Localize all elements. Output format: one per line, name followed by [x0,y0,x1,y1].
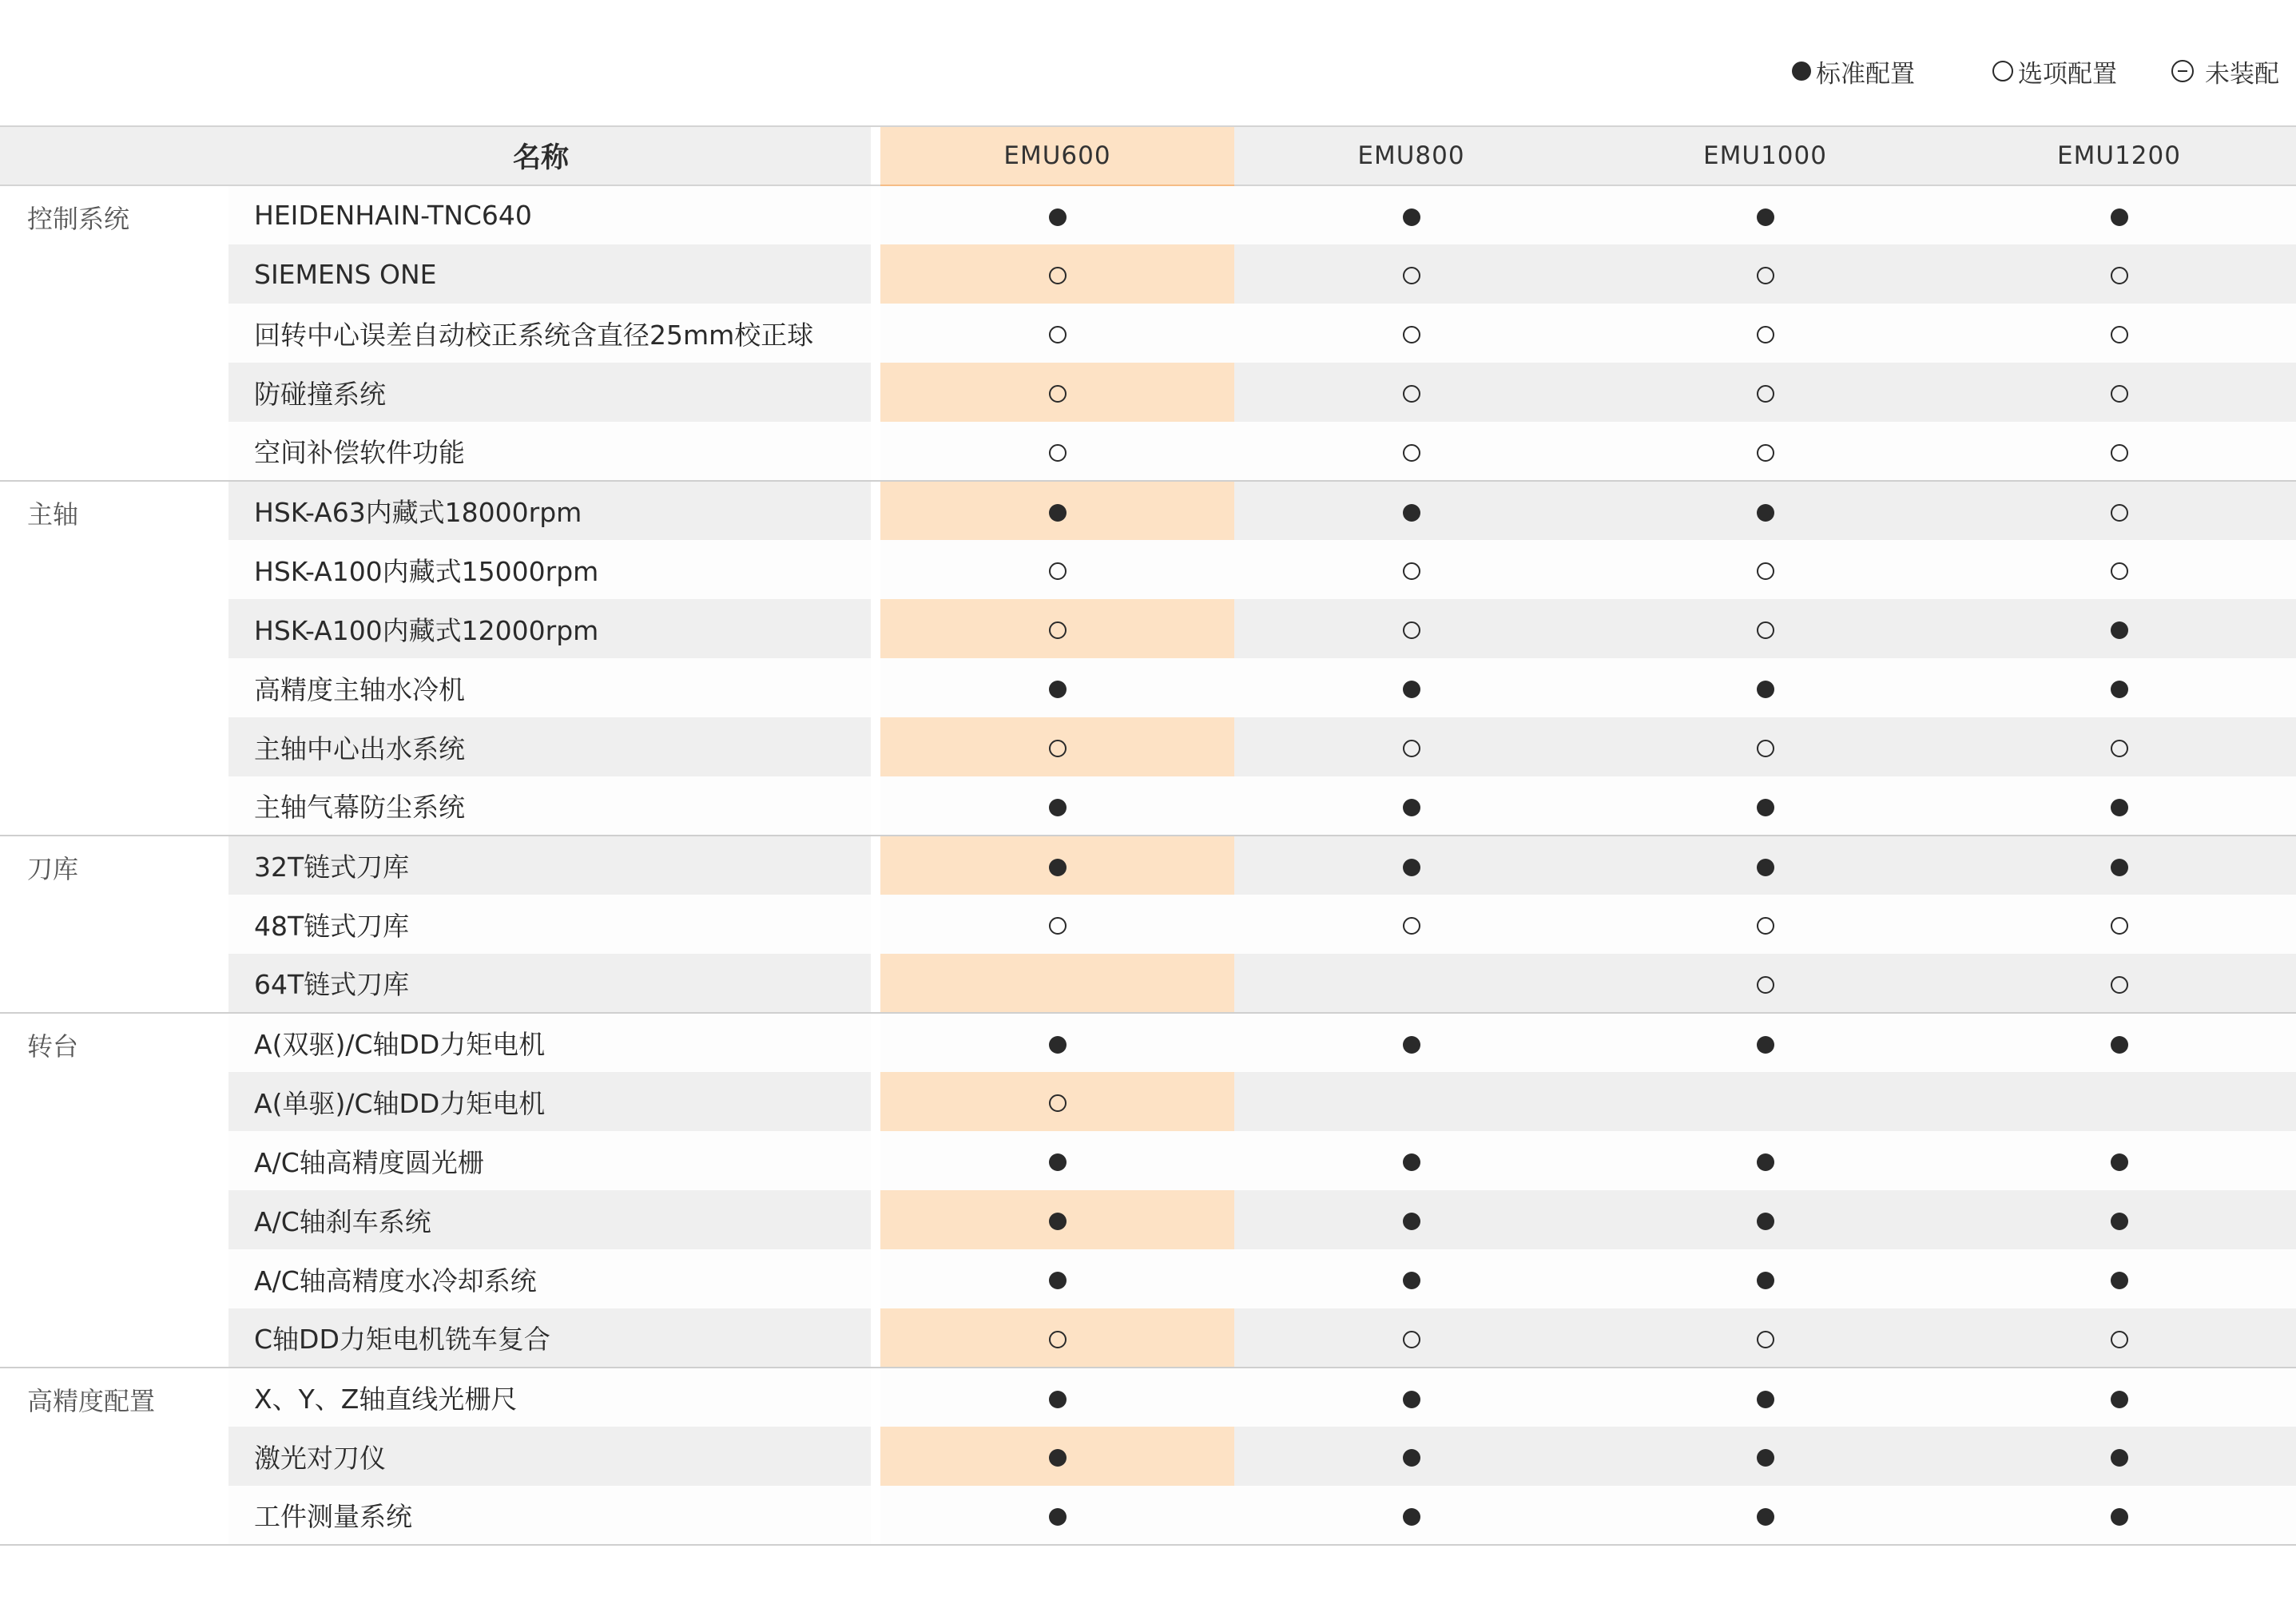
filled-circle-icon [1403,1391,1420,1408]
filled-circle-icon [1757,208,1774,226]
filled-circle-icon [1403,859,1420,876]
filled-circle-icon [1403,504,1420,522]
hollow-circle-icon [2111,976,2128,994]
table-row [0,481,2296,540]
value-cell-emu600 [880,1308,1234,1368]
value-cell-emu1200 [1942,1368,2296,1427]
circle-minus-icon [2171,60,2194,82]
value-cell-emu1000 [1588,363,1942,422]
model-header-emu1200: EMU1200 [1942,126,2296,185]
filled-circle-icon [2111,1153,2128,1171]
hollow-circle-icon [1049,326,1067,343]
column-gap [871,1249,880,1308]
model-header-emu1000: EMU1000 [1588,126,1942,185]
value-cell-emu800 [1234,244,1588,304]
filled-circle-icon [1403,1153,1420,1171]
feature-name-cell: 回转中心误差自动校正系统含直径25mm校正球 [228,304,871,363]
filled-circle-icon [1049,1391,1067,1408]
filled-circle-icon [1403,681,1420,698]
column-gap [871,126,880,185]
feature-name-cell: A/C轴刹车系统 [228,1190,871,1249]
hollow-circle-icon [1403,444,1420,462]
column-gap [871,836,880,895]
table-row [0,717,2296,776]
value-cell-emu1200 [1942,836,2296,895]
filled-circle-icon [1049,1213,1067,1230]
hollow-circle-icon [2111,326,2128,343]
column-gap [871,1308,880,1368]
feature-name-cell: C轴DD力矩电机铣车复合 [228,1308,871,1368]
filled-circle-icon [1049,504,1067,522]
value-cell-emu1000 [1588,1190,1942,1249]
table-row [0,1368,2296,1427]
column-gap [871,1013,880,1072]
table-header-row [0,126,2296,185]
hollow-circle-icon [1049,562,1067,580]
hollow-circle-icon [2111,504,2128,522]
hollow-circle-icon [2111,385,2128,403]
table-row [0,1190,2296,1249]
hollow-circle-icon [1992,61,2013,81]
filled-circle-icon [1757,1391,1774,1408]
value-cell-emu800 [1234,1308,1588,1368]
column-gap [871,658,880,717]
table-row [0,185,2296,244]
filled-circle-icon [1403,1213,1420,1230]
value-cell-emu800 [1234,1072,1588,1131]
value-cell-emu1200 [1942,1249,2296,1308]
hollow-circle-icon [1757,740,1774,757]
value-cell-emu600 [880,304,1234,363]
hollow-circle-icon [1403,385,1420,403]
category-cell: 主轴 [0,481,228,836]
value-cell-emu800 [1234,363,1588,422]
value-cell-emu600 [880,1013,1234,1072]
legend-not-available-label: 未装配 [2205,59,2279,89]
filled-circle-icon [1757,1213,1774,1230]
value-cell-emu600 [880,1190,1234,1249]
filled-circle-icon [2111,1036,2128,1054]
column-gap [871,599,880,658]
filled-circle-icon [2111,1508,2128,1526]
model-header-emu800: EMU800 [1234,126,1588,185]
feature-name-cell: 64T链式刀库 [228,954,871,1013]
hollow-circle-icon [1757,621,1774,639]
filled-circle-icon [1049,1508,1067,1526]
value-cell-emu1200 [1942,1190,2296,1249]
hollow-circle-icon [1403,562,1420,580]
value-cell-emu1000 [1588,185,1942,244]
value-cell-emu800 [1234,954,1588,1013]
value-cell-emu1200 [1942,658,2296,717]
column-gap [871,185,880,244]
hollow-circle-icon [1403,1331,1420,1348]
filled-circle-icon [1757,1508,1774,1526]
value-cell-emu600 [880,540,1234,599]
value-cell-emu1200 [1942,1308,2296,1368]
hollow-circle-icon [1757,917,1774,935]
filled-circle-icon [1403,1449,1420,1467]
value-cell-emu600 [880,599,1234,658]
value-cell-emu600 [880,422,1234,481]
filled-circle-icon [2111,1272,2128,1289]
name-column-header: 名称 [0,126,871,185]
filled-circle-icon [2111,799,2128,816]
filled-circle-icon [1757,859,1774,876]
value-cell-emu1200 [1942,481,2296,540]
table-row [0,304,2296,363]
filled-circle-icon [2111,208,2128,226]
value-cell-emu600 [880,658,1234,717]
column-gap [871,776,880,836]
feature-name-cell: A(双驱)/C轴DD力矩电机 [228,1013,871,1072]
legend-standard [1792,50,1915,93]
legend-optional [1992,50,2117,93]
table-row [0,1308,2296,1368]
table-row [0,1249,2296,1308]
legend-not-available [2171,50,2279,93]
spec-table [0,125,2296,1546]
hollow-circle-icon [1049,444,1067,462]
value-cell-emu1000 [1588,776,1942,836]
column-gap [871,895,880,954]
value-cell-emu1000 [1588,1013,1942,1072]
value-cell-emu600 [880,717,1234,776]
hollow-circle-icon [1757,1331,1774,1348]
filled-circle-icon [1049,1153,1067,1171]
feature-name-cell: 空间补偿软件功能 [228,422,871,481]
value-cell-emu800 [1234,1131,1588,1190]
filled-circle-icon [2111,1213,2128,1230]
table-row [0,1486,2296,1545]
feature-name-cell: 主轴中心出水系统 [228,717,871,776]
feature-name-cell: 高精度主轴水冷机 [228,658,871,717]
value-cell-emu600 [880,244,1234,304]
feature-name-cell: HEIDENHAIN-TNC640 [228,185,871,244]
hollow-circle-icon [2111,740,2128,757]
value-cell-emu600 [880,954,1234,1013]
filled-circle-icon [1757,1036,1774,1054]
value-cell-emu800 [1234,1368,1588,1427]
hollow-circle-icon [1757,562,1774,580]
filled-circle-icon [2111,1449,2128,1467]
filled-circle-icon [2111,859,2128,876]
value-cell-emu600 [880,776,1234,836]
filled-circle-icon [1757,1449,1774,1467]
table-row [0,540,2296,599]
value-cell-emu1000 [1588,954,1942,1013]
value-cell-emu600 [880,1486,1234,1545]
value-cell-emu1000 [1588,1368,1942,1427]
table-row [0,954,2296,1013]
filled-circle-icon [2111,681,2128,698]
hollow-circle-icon [1403,326,1420,343]
value-cell-emu1000 [1588,1486,1942,1545]
value-cell-emu800 [1234,1427,1588,1486]
hollow-circle-icon [1049,385,1067,403]
table-row [0,1131,2296,1190]
hollow-circle-icon [2111,562,2128,580]
model-header-emu600: EMU600 [880,126,1234,185]
filled-circle-icon [1049,1449,1067,1467]
value-cell-emu800 [1234,540,1588,599]
value-cell-emu1200 [1942,1486,2296,1545]
value-cell-emu800 [1234,717,1588,776]
filled-circle-icon [1049,681,1067,698]
value-cell-emu1000 [1588,1308,1942,1368]
value-cell-emu600 [880,1072,1234,1131]
value-cell-emu800 [1234,836,1588,895]
value-cell-emu1000 [1588,1427,1942,1486]
value-cell-emu1200 [1942,1427,2296,1486]
value-cell-emu800 [1234,1190,1588,1249]
hollow-circle-icon [1757,267,1774,284]
value-cell-emu800 [1234,185,1588,244]
value-cell-emu1000 [1588,481,1942,540]
feature-name-cell: HSK-A100内藏式12000rpm [228,599,871,658]
filled-circle-icon [1403,799,1420,816]
value-cell-emu1200 [1942,244,2296,304]
table-row [0,244,2296,304]
value-cell-emu1200 [1942,185,2296,244]
filled-circle-icon [1757,504,1774,522]
value-cell-emu800 [1234,1013,1588,1072]
filled-circle-icon [1792,62,1811,81]
filled-circle-icon [1049,208,1067,226]
value-cell-emu800 [1234,599,1588,658]
hollow-circle-icon [1757,326,1774,343]
hollow-circle-icon [1049,917,1067,935]
category-cell: 控制系统 [0,185,228,481]
filled-circle-icon [1757,681,1774,698]
value-cell-emu800 [1234,481,1588,540]
filled-circle-icon [1757,1153,1774,1171]
filled-circle-icon [1403,1508,1420,1526]
category-cell: 转台 [0,1013,228,1368]
feature-name-cell: 激光对刀仪 [228,1427,871,1486]
filled-circle-icon [1403,1036,1420,1054]
table-row [0,363,2296,422]
hollow-circle-icon [2111,267,2128,284]
hollow-circle-icon [2111,1331,2128,1348]
value-cell-emu1200 [1942,1013,2296,1072]
value-cell-emu1000 [1588,836,1942,895]
value-cell-emu1200 [1942,1072,2296,1131]
value-cell-emu1200 [1942,1131,2296,1190]
filled-circle-icon [1049,1036,1067,1054]
value-cell-emu600 [880,1131,1234,1190]
value-cell-emu1200 [1942,717,2296,776]
table-row [0,599,2296,658]
table-row [0,658,2296,717]
feature-name-cell: SIEMENS ONE [228,244,871,304]
value-cell-emu1200 [1942,304,2296,363]
value-cell-emu1000 [1588,1249,1942,1308]
value-cell-emu600 [880,1427,1234,1486]
hollow-circle-icon [1049,621,1067,639]
table-row [0,776,2296,836]
feature-name-cell: X、Y、Z轴直线光栅尺 [228,1368,871,1427]
value-cell-emu1000 [1588,599,1942,658]
value-cell-emu600 [880,836,1234,895]
feature-name-cell: HSK-A63内藏式18000rpm [228,481,871,540]
value-cell-emu1000 [1588,658,1942,717]
table-row [0,1427,2296,1486]
feature-name-cell: 主轴气幕防尘系统 [228,776,871,836]
column-gap [871,540,880,599]
hollow-circle-icon [1049,1331,1067,1348]
category-cell: 刀库 [0,836,228,1013]
value-cell-emu1200 [1942,540,2296,599]
filled-circle-icon [1049,859,1067,876]
hollow-circle-icon [2111,444,2128,462]
value-cell-emu600 [880,1249,1234,1308]
hollow-circle-icon [1757,385,1774,403]
hollow-circle-icon [1757,444,1774,462]
value-cell-emu1000 [1588,304,1942,363]
value-cell-emu600 [880,1368,1234,1427]
value-cell-emu600 [880,895,1234,954]
value-cell-emu800 [1234,658,1588,717]
value-cell-emu1000 [1588,422,1942,481]
legend-optional-label: 选项配置 [2018,59,2117,89]
column-gap [871,363,880,422]
value-cell-emu800 [1234,304,1588,363]
value-cell-emu600 [880,185,1234,244]
value-cell-emu800 [1234,1486,1588,1545]
feature-name-cell: 32T链式刀库 [228,836,871,895]
table-row [0,895,2296,954]
value-cell-emu1000 [1588,717,1942,776]
value-cell-emu1000 [1588,244,1942,304]
value-cell-emu600 [880,363,1234,422]
column-gap [871,304,880,363]
feature-name-cell: 防碰撞系统 [228,363,871,422]
feature-name-cell: A/C轴高精度圆光栅 [228,1131,871,1190]
column-gap [871,1427,880,1486]
table-row [0,1072,2296,1131]
hollow-circle-icon [1403,621,1420,639]
column-gap [871,1368,880,1427]
value-cell-emu1200 [1942,895,2296,954]
hollow-circle-icon [1403,917,1420,935]
column-gap [871,1190,880,1249]
value-cell-emu800 [1234,422,1588,481]
column-gap [871,1486,880,1545]
hollow-circle-icon [1403,740,1420,757]
value-cell-emu1200 [1942,954,2296,1013]
value-cell-emu1000 [1588,540,1942,599]
table-row [0,1013,2296,1072]
hollow-circle-icon [2111,917,2128,935]
feature-name-cell: 48T链式刀库 [228,895,871,954]
column-gap [871,244,880,304]
hollow-circle-icon [1757,976,1774,994]
filled-circle-icon [1049,1272,1067,1289]
filled-circle-icon [1403,208,1420,226]
value-cell-emu1200 [1942,363,2296,422]
value-cell-emu1000 [1588,1131,1942,1190]
table-body [0,185,2296,1545]
filled-circle-icon [1049,799,1067,816]
value-cell-emu600 [880,481,1234,540]
feature-name-cell: A(单驱)/C轴DD力矩电机 [228,1072,871,1131]
feature-name-cell: A/C轴高精度水冷却系统 [228,1249,871,1308]
table-row [0,836,2296,895]
filled-circle-icon [1757,799,1774,816]
value-cell-emu800 [1234,776,1588,836]
filled-circle-icon [1757,1272,1774,1289]
column-gap [871,1131,880,1190]
table-row [0,422,2296,481]
value-cell-emu800 [1234,1249,1588,1308]
feature-name-cell: HSK-A100内藏式15000rpm [228,540,871,599]
column-gap [871,481,880,540]
legend-standard-label: 标准配置 [1816,59,1915,89]
value-cell-emu1200 [1942,776,2296,836]
filled-circle-icon [2111,621,2128,639]
hollow-circle-icon [1049,740,1067,757]
hollow-circle-icon [1403,267,1420,284]
value-cell-emu1200 [1942,599,2296,658]
column-gap [871,1072,880,1131]
feature-name-cell: 工件测量系统 [228,1486,871,1545]
filled-circle-icon [2111,1391,2128,1408]
filled-circle-icon [1403,1272,1420,1289]
legend [0,50,2296,93]
column-gap [871,954,880,1013]
value-cell-emu1200 [1942,422,2296,481]
category-cell: 高精度配置 [0,1368,228,1545]
column-gap [871,422,880,481]
value-cell-emu800 [1234,895,1588,954]
hollow-circle-icon [1049,1094,1067,1112]
value-cell-emu1000 [1588,1072,1942,1131]
column-gap [871,717,880,776]
value-cell-emu1000 [1588,895,1942,954]
hollow-circle-icon [1049,267,1067,284]
